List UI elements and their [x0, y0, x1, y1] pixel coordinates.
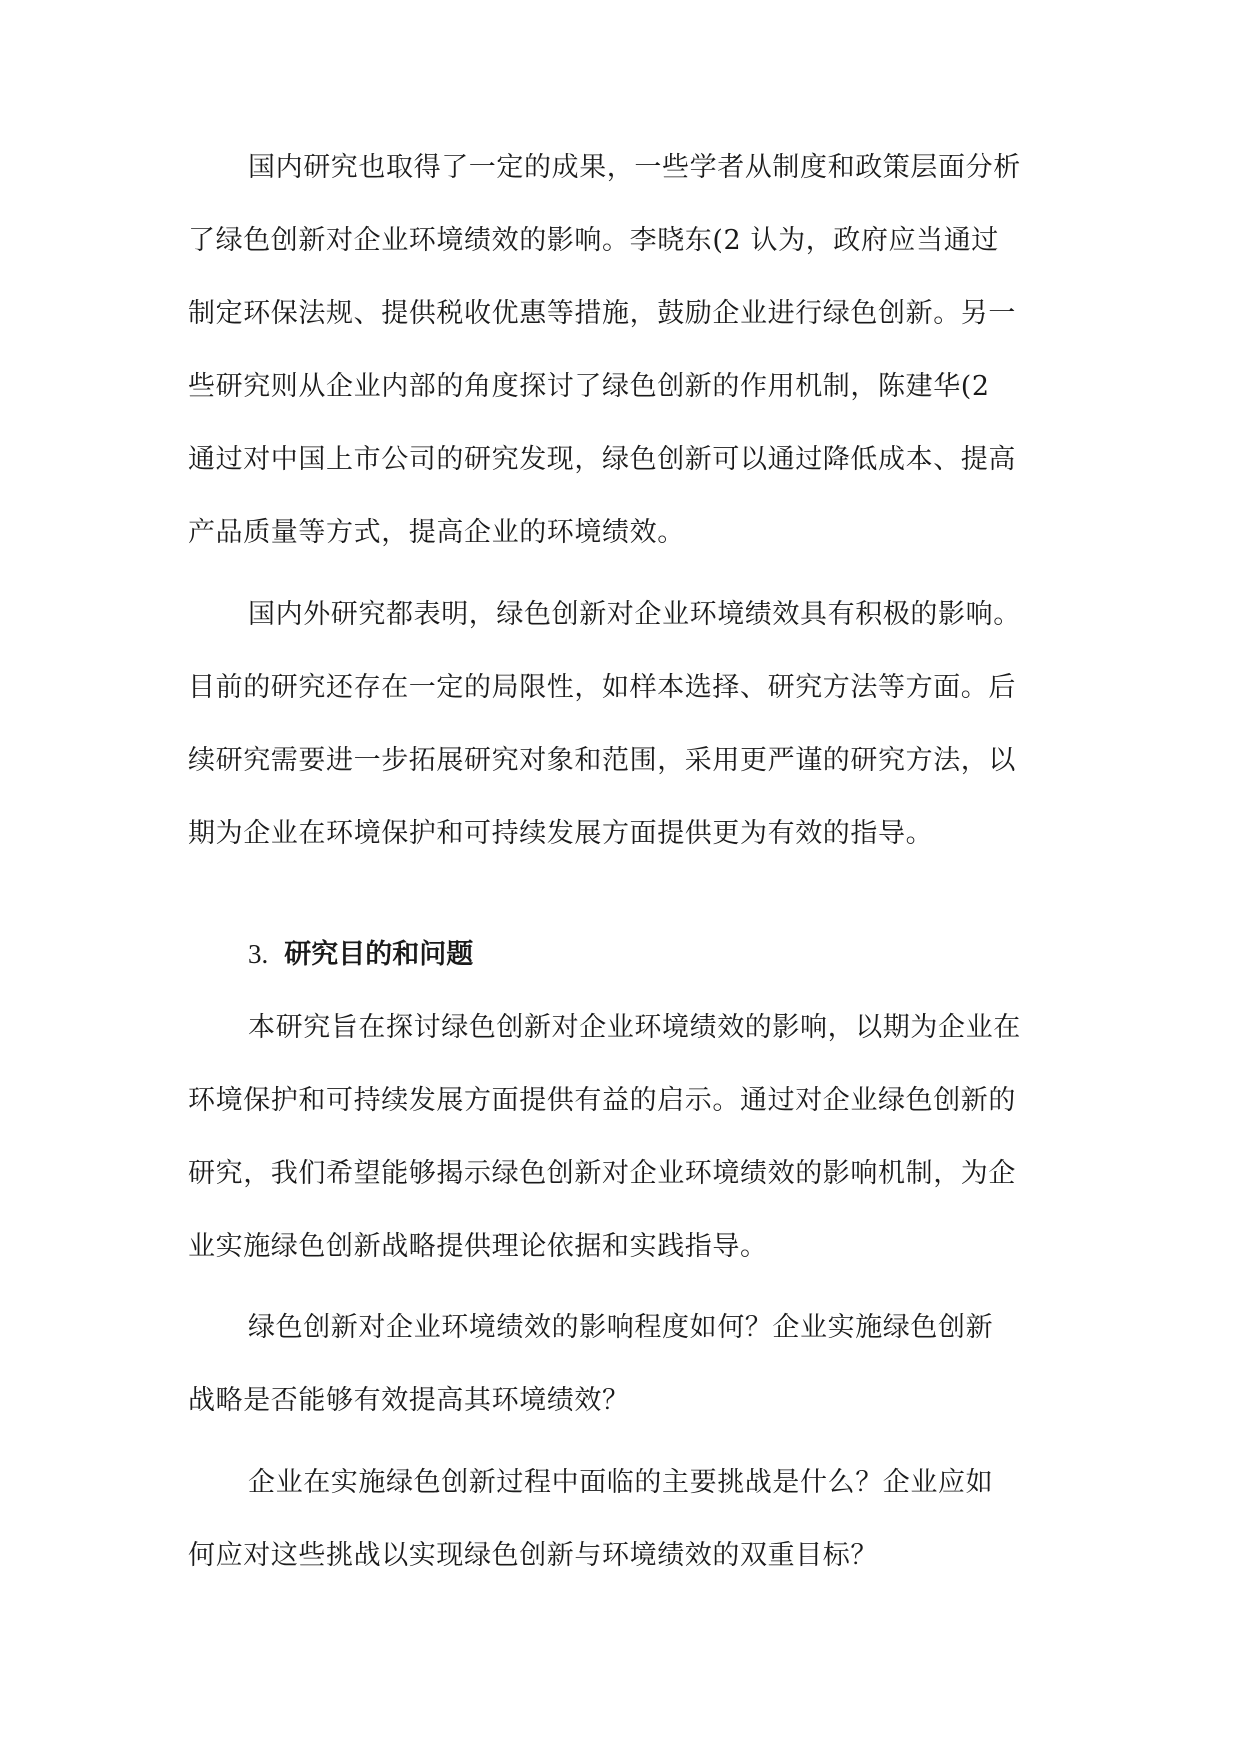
text-line: 企业在实施绿色创新过程中面临的主要挑战是什么？企业应如	[248, 1467, 994, 1498]
text-line: 何应对这些挑战以实现绿色创新与环境绩效的双重目标？	[188, 1540, 878, 1571]
text-line: 战略是否能够有效提高其环境绩效？	[188, 1385, 630, 1416]
text-line: 了绿色创新对企业环境绩效的影响。李晓东(2 认为，政府应当通过	[188, 225, 999, 256]
text-line: 绿色创新对企业环境绩效的影响程度如何？企业实施绿色创新	[248, 1312, 994, 1343]
text-line: 些研究则从企业内部的角度探讨了绿色创新的作用机制，陈建华(2	[188, 371, 990, 402]
section-title: 研究目的和问题	[284, 939, 474, 970]
section-heading	[248, 936, 473, 973]
text-line: 目前的研究还存在一定的局限性，如样本选择、研究方法等方面。后	[188, 672, 1016, 703]
section-number: 3.	[248, 939, 269, 969]
text-line: 制定环保法规、提供税收优惠等措施，鼓励企业进行绿色创新。另一	[188, 298, 1016, 329]
text-line: 业实施绿色创新战略提供理论依据和实践指导。	[188, 1231, 768, 1262]
text-line: 本研究旨在探讨绿色创新对企业环境绩效的影响，以期为企业在	[248, 1012, 1021, 1043]
text-line: 期为企业在环境保护和可持续发展方面提供更为有效的指导。	[188, 818, 934, 849]
text-line: 通过对中国上市公司的研究发现，绿色创新可以通过降低成本、提高	[188, 444, 1016, 475]
text-line: 续研究需要进一步拓展研究对象和范围，采用更严谨的研究方法，以	[188, 745, 1016, 776]
text-line: 环境保护和可持续发展方面提供有益的启示。通过对企业绿色创新的	[188, 1085, 1016, 1116]
text-line: 研究，我们希望能够揭示绿色创新对企业环境绩效的影响机制，为企	[188, 1158, 1016, 1189]
text-line: 国内外研究都表明，绿色创新对企业环境绩效具有积极的影响。	[248, 599, 1021, 630]
text-line: 国内研究也取得了一定的成果，一些学者从制度和政策层面分析	[248, 152, 1021, 183]
text-line: 产品质量等方式，提高企业的环境绩效。	[188, 517, 685, 548]
